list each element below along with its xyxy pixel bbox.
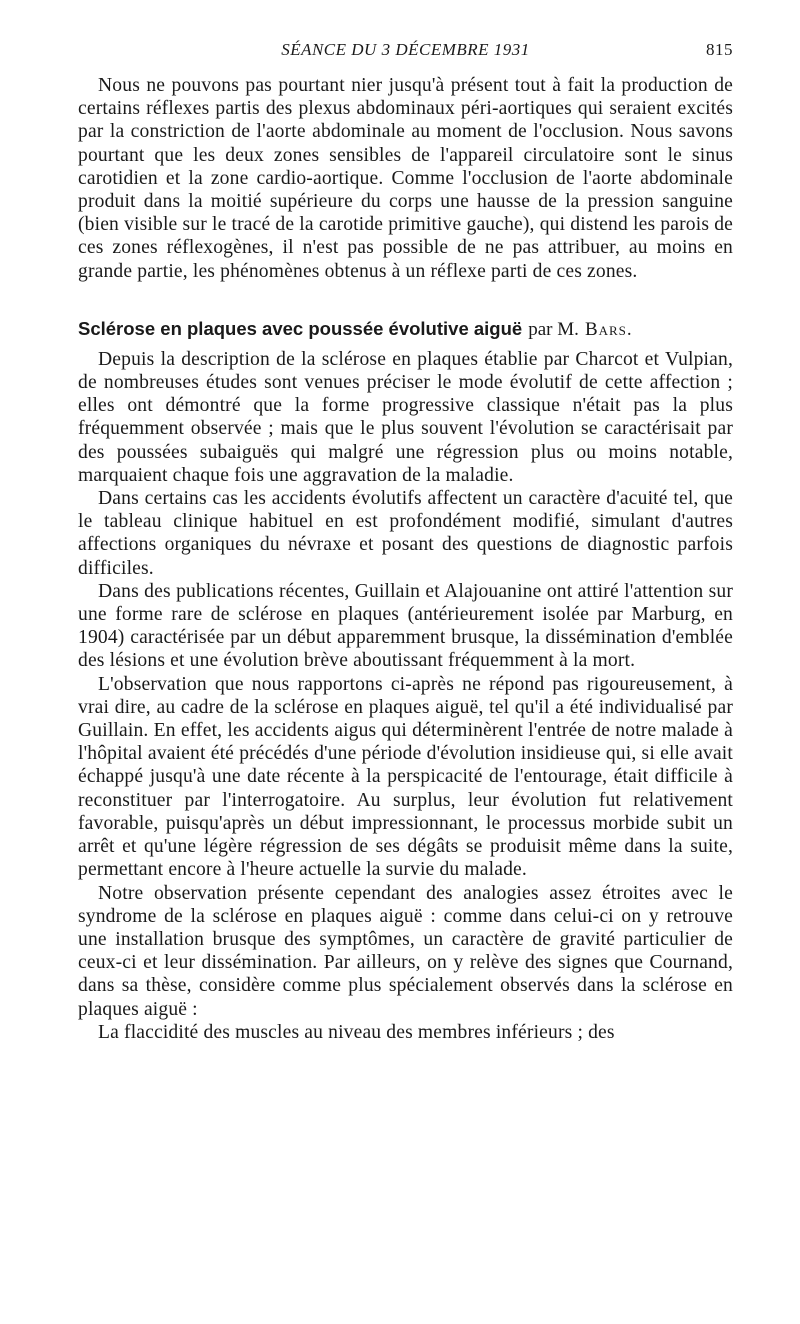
paragraph-1: Nous ne pouvons pas pourtant nier jusqu'à présent tout à fait la production de certains réflexes partis des plexus abdominaux péri-aortiques qui seraient excités par la constriction de l'aorte abdominale au moment de l'occlusion. Nous savons pourtant que les deux zones sensibles de l'appareil circulatoire sont le sinus carotidien et la zone cardio-aortique. Comme l'occlusion de l'aorte abdominale produit dans la moitié supérieure du corps une hausse de la pression sanguine (bien visible sur le tracé de la carotide primitive gauche), qui distend les parois de ces zones réflexogènes, il n'est pas possible de ne pas attribuer, au moins en grande partie, les phénomènes obtenus à un réflexe parti de ces zones. [78,75,733,282]
document-page [78,40,733,1044]
section-author: Bars. [584,318,633,340]
running-title: SÉANCE DU 3 DÉCEMBRE 1931 [281,40,530,59]
section-byline: par M. [528,318,579,340]
paragraph-5: L'observation que nous rapportons ci-après ne répond pas rigoureusement, à vrai dire, au cadre de la sclérose en plaques aiguë, tel qu'il a été individualisé par Guillain. En effet, les accidents aigus qui déterminèrent l'entrée de notre malade à l'hôpital avaient été précédés d'une période d'évolution insidieuse qui, si elle avait échappé jusqu'à une date récente à la perspicacité de l'entourage, était difficile à reconstituer par l'interrogatoire. Au surplus, leur évolution fut relativement favorable, puisqu'après un début impressionnant, le processus morbide subit un arrêt et qu'une légère régression de ses dégâts se produisit même dans la suite, permettant encore à l'heure actuelle la survie du malade. [78,673,733,881]
paragraph-6: Notre observation présente cependant des analogies assez étroites avec le syndrome de la sclérose en plaques aiguë : comme dans celui-ci on y retrouve une installation brusque des symptômes, un caractère de gravité particulier de ceux-ci et leur dissémination. Par ailleurs, on y relève des signes que Cournand, dans sa thèse, considère comme plus spécialement observés dans la sclérose en plaques aiguë : [78,882,733,1020]
running-head [78,40,733,68]
section-title: Sclérose en plaques avec poussée évolutive aiguë [78,317,523,339]
paragraph-4: Dans des publications récentes, Guillain et Alajouanine ont attiré l'attention sur une forme rare de sclérose en plaques (antérieurement isolée par Marburg, en 1904) caractérisée par un début apparemment brusque, la dissémination d'emblée des lésions et une évolution brève aboutissant fréquemment à la mort. [78,580,733,672]
page-number: 815 [706,40,733,59]
paragraph-3: Dans certains cas les accidents évolutifs affectent un caractère d'acuité tel, que le tableau clinique habituel en est profondément modifié, simulant d'autres affections organiques du névraxe et posant des questions de diagnostic parfois difficiles. [78,488,733,579]
paragraph-7: La flaccidité des muscles au niveau des membres inférieurs ; des [98,1021,615,1043]
paragraph-2: Depuis la description de la sclérose en plaques établie par Charcot et Vulpian, de nombreuses études sont venues préciser le mode évolutif de cette affection ; elles ont démontré que la forme progressive classique n'était pas la plus fréquemment observée ; mais que le plus souvent l'évolution se caractérisait par des poussées subaiguës qui malgré une régression plus ou moins notable, marquaient chaque fois une aggravation de la maladie. [78,348,733,486]
section-heading [78,317,733,342]
